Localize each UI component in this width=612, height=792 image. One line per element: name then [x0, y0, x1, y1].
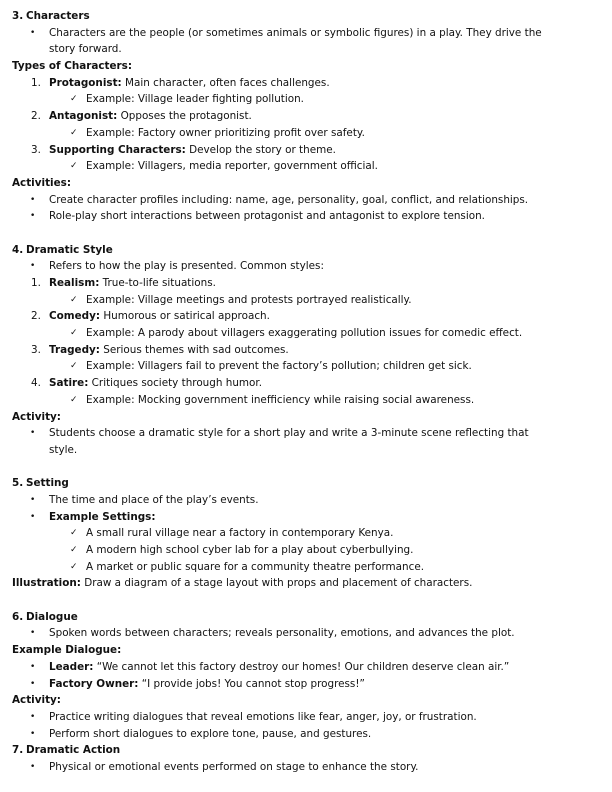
text-content: Practice writing dialogues that reveal emotions like fear, anger, joy, or frustration.	[49, 710, 477, 723]
numbered-item	[0, 275, 612, 292]
text-content: A small rural village near a factory in contemporary Kenya.	[86, 527, 394, 540]
bold-term: Types of Characters:	[12, 60, 132, 73]
numbered-item	[0, 308, 612, 325]
text-content: Humorous or satirical approach.	[100, 310, 270, 323]
line-text	[49, 759, 418, 776]
bullet-icon: •	[30, 428, 36, 439]
text-content: Example: Mocking government inefficiency while raising social awareness.	[86, 393, 475, 406]
check-item	[0, 358, 612, 375]
bullet-continuation	[0, 41, 612, 58]
bullet-item	[0, 709, 612, 726]
line-text	[86, 325, 522, 342]
list-number: 4.	[12, 243, 24, 256]
text-content: Characters are the people (or sometimes animals or symbolic figures) in a play. They drive the	[49, 26, 542, 39]
list-number: 7.	[12, 744, 24, 757]
bullet-icon: •	[30, 511, 36, 522]
list-number: 6.	[12, 610, 24, 623]
line-text	[12, 175, 71, 192]
line-text	[12, 642, 121, 659]
line-text	[26, 242, 113, 259]
bullet-item	[0, 492, 612, 509]
bullet-icon: •	[30, 211, 36, 222]
bold-term: Activity:	[12, 410, 61, 423]
section-heading	[0, 609, 612, 626]
bullet-icon: •	[30, 711, 36, 722]
numbered-item	[0, 142, 612, 159]
bullet-icon: •	[30, 678, 36, 689]
bullet-item	[0, 25, 612, 42]
text-content: Role-play short interactions between protagonist and antagonist to explore tension.	[49, 210, 485, 223]
text-content: Main character, often faces challenges.	[121, 76, 330, 89]
text-content: Draw a diagram of a stage layout with props and placement of characters.	[80, 577, 473, 590]
line-text	[12, 575, 472, 592]
label-line	[0, 575, 612, 592]
bold-term: Supporting Characters:	[49, 143, 186, 156]
text-content: Example: A parody about villagers exaggerating pollution issues for comedic effect.	[86, 327, 523, 340]
text-content: style.	[49, 443, 78, 456]
check-item	[0, 125, 612, 142]
checkmark-icon: ✓	[70, 94, 78, 105]
bold-term: Factory Owner:	[49, 677, 139, 690]
text-content: Example: Village meetings and protests portrayed realistically.	[86, 293, 412, 306]
text-content: Setting	[26, 477, 69, 490]
bullet-item	[0, 192, 612, 209]
line-text	[49, 342, 289, 359]
bold-term: Activities:	[12, 176, 71, 189]
text-content: Create character profiles including: name, age, personality, goal, conflict, and relationships.	[49, 193, 529, 206]
list-number: 2.	[31, 310, 41, 323]
text-content: Develop the story or theme.	[185, 143, 336, 156]
checkmark-icon: ✓	[70, 294, 78, 305]
bold-term: Leader:	[49, 660, 94, 673]
line-text	[26, 8, 90, 25]
line-text	[12, 409, 61, 426]
line-text	[49, 659, 509, 676]
line-text	[49, 625, 515, 642]
bullet-icon: •	[30, 761, 36, 772]
line-text	[86, 392, 474, 409]
bullet-item	[0, 425, 612, 442]
bold-term: Comedy:	[49, 310, 101, 323]
bullet-icon: •	[30, 261, 36, 272]
text-content: Example: Factory owner prioritizing profit over safety.	[86, 126, 365, 139]
line-text	[26, 742, 120, 759]
checkmark-icon: ✓	[70, 528, 78, 539]
bullet-continuation	[0, 442, 612, 459]
bold-term: Example Dialogue:	[12, 644, 122, 657]
bullet-item	[0, 258, 612, 275]
text-content: Physical or emotional events performed on stage to enhance the story.	[49, 760, 419, 773]
line-text	[49, 142, 336, 159]
list-number: 1.	[31, 277, 41, 289]
line-text	[49, 442, 77, 459]
check-item	[0, 91, 612, 108]
line-text	[26, 609, 78, 626]
text-content: A market or public square for a community theatre performance.	[86, 560, 425, 573]
bold-term: Tragedy:	[49, 343, 100, 356]
check-item	[0, 292, 612, 309]
numbered-item	[0, 75, 612, 92]
bullet-icon: •	[30, 494, 36, 505]
bullet-icon: •	[30, 628, 36, 639]
checkmark-icon: ✓	[70, 394, 78, 405]
line-text	[49, 108, 252, 125]
check-item	[0, 542, 612, 559]
line-text	[49, 41, 122, 58]
checkmark-icon: ✓	[70, 545, 78, 555]
checkmark-icon: ✓	[70, 161, 78, 172]
section-heading	[0, 242, 612, 259]
text-content: Critiques society through humor.	[88, 377, 263, 390]
text-content: Characters	[26, 10, 90, 22]
label-line	[0, 642, 612, 659]
line-text	[49, 192, 528, 209]
bold-term: Example Settings:	[49, 510, 156, 523]
line-text	[49, 676, 365, 693]
line-text	[49, 208, 485, 225]
bold-term: Activity:	[12, 694, 61, 707]
bullet-item	[0, 208, 612, 225]
document-page	[0, 8, 612, 776]
text-content: “I provide jobs! You cannot stop progress!”	[138, 677, 365, 690]
line-text	[12, 692, 61, 709]
checkmark-icon: ✓	[70, 561, 78, 572]
label-line	[0, 175, 612, 192]
checkmark-icon: ✓	[70, 361, 78, 372]
text-content: Students choose a dramatic style for a short play and write a 3-minute scene reflecting that	[49, 427, 529, 440]
text-content: Serious themes with sad outcomes.	[99, 343, 289, 356]
list-number: 4.	[31, 377, 41, 390]
label-line	[0, 58, 612, 75]
text-content: The time and place of the play’s events.	[49, 493, 259, 506]
line-text	[49, 258, 324, 275]
line-text	[49, 425, 529, 442]
bold-term: Antagonist:	[49, 110, 118, 123]
list-number: 3.	[31, 143, 41, 156]
text-content: Opposes the protagonist.	[117, 110, 252, 123]
text-content: Spoken words between characters; reveals personality, emotions, and advances the plot.	[49, 627, 515, 640]
list-number: 1.	[31, 76, 41, 89]
bold-term: Realism:	[49, 277, 100, 289]
text-content: Example: Villagers, media reporter, government official.	[86, 160, 378, 173]
checkmark-icon: ✓	[70, 127, 78, 138]
section-heading	[0, 475, 612, 492]
text-content: A modern high school cyber lab for a play about cyberbullying.	[86, 544, 414, 556]
label-line	[0, 692, 612, 709]
numbered-item	[0, 108, 612, 125]
line-text	[86, 525, 393, 542]
line-text	[49, 308, 270, 325]
line-text	[49, 492, 259, 509]
list-number: 3.	[12, 10, 24, 22]
label-line	[0, 409, 612, 426]
bullet-icon: •	[30, 194, 36, 205]
line-text	[49, 75, 330, 92]
text-content: story forward.	[49, 43, 122, 56]
bullet-icon: •	[30, 27, 36, 38]
line-text	[86, 292, 412, 309]
bullet-item	[0, 726, 612, 743]
bold-term: Protagonist:	[49, 76, 122, 89]
section-heading	[0, 8, 612, 25]
checkmark-icon: ✓	[70, 328, 78, 339]
line-text	[12, 58, 132, 75]
line-text	[86, 559, 424, 576]
line-text	[26, 475, 69, 492]
text-content: “We cannot let this factory destroy our homes! Our children deserve clean air.”	[93, 660, 510, 673]
text-content: Dialogue	[26, 610, 78, 623]
line-text	[86, 125, 365, 142]
bullet-item	[0, 659, 612, 676]
line-text	[49, 726, 371, 743]
bullet-item	[0, 676, 612, 693]
check-item	[0, 158, 612, 175]
numbered-item	[0, 342, 612, 359]
check-item	[0, 392, 612, 409]
text-content: True-to-life situations.	[99, 277, 216, 289]
text-content: Perform short dialogues to explore tone, pause, and gestures.	[49, 727, 372, 740]
line-text	[86, 542, 413, 559]
line-text	[49, 375, 262, 392]
bold-term: Satire:	[49, 377, 89, 390]
line-text	[86, 91, 304, 108]
line-text	[49, 275, 216, 292]
bullet-item	[0, 625, 612, 642]
line-text	[49, 509, 156, 526]
line-text	[86, 158, 378, 175]
check-item	[0, 525, 612, 542]
line-text	[86, 358, 472, 375]
text-content: Dramatic Style	[26, 243, 113, 256]
bullet-icon: •	[30, 728, 36, 739]
text-content: Dramatic Action	[26, 744, 121, 757]
check-item	[0, 325, 612, 342]
text-content: Refers to how the play is presented. Common styles:	[49, 260, 324, 273]
text-content: Example: Villagers fail to prevent the factory’s pollution; children get sick.	[86, 360, 472, 373]
list-number: 2.	[31, 110, 41, 123]
numbered-item	[0, 375, 612, 392]
list-number: 3.	[31, 343, 41, 356]
bold-term: Illustration:	[12, 577, 81, 590]
line-text	[49, 709, 477, 726]
section-heading	[0, 742, 612, 759]
check-item	[0, 559, 612, 576]
bullet-item	[0, 509, 612, 526]
list-number: 5.	[12, 477, 24, 490]
text-content: Example: Village leader fighting pollution.	[86, 93, 304, 106]
bullet-item	[0, 759, 612, 776]
bullet-icon: •	[30, 661, 36, 672]
line-text	[49, 25, 542, 42]
